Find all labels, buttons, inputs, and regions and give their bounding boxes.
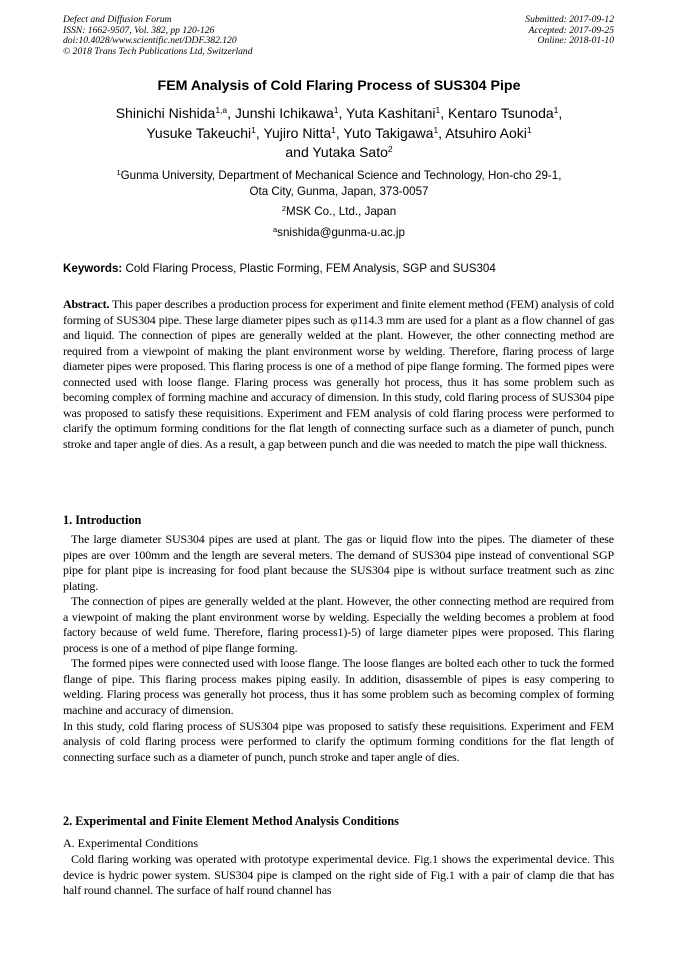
keywords-text: Cold Flaring Process, Plastic Forming, FEM Analysis, SGP and SUS304 xyxy=(125,262,496,275)
journal-name: Defect and Diffusion Forum xyxy=(63,14,172,25)
paragraph: In this study, cold flaring process of SUS304 pipe was proposed to satisfy these requisitions. Experiment and FEM analysis of cold flaring process were performed to clarify the optimum forming conditions for the flat length of connecting surface such as a diameter of punch, punch stroke and taper angle of dies. xyxy=(63,718,614,764)
corresponding-email xyxy=(40,225,638,241)
author-list xyxy=(50,104,628,163)
author-affiliation-mark: 1 xyxy=(251,124,256,135)
author-separator: , xyxy=(338,105,347,121)
author-name: Yusuke Takeuchi xyxy=(146,124,252,141)
issn-volume-pages: ISSN: 1662-9507, Vol. 382, pp 120-126 xyxy=(63,24,215,36)
author-separator: , xyxy=(335,124,344,141)
email-mark: a xyxy=(273,225,278,234)
journal-info xyxy=(63,15,253,57)
author-name: Atsuhiro Aoki xyxy=(445,124,527,141)
submission-dates xyxy=(525,15,614,47)
section-2-body xyxy=(63,852,614,899)
author-name: Yuto Takigawa xyxy=(343,124,434,141)
copyright: © 2018 Trans Tech Publications Ltd, Switzerland xyxy=(63,45,253,57)
author-separator: , xyxy=(440,105,449,121)
abstract-label: Abstract. xyxy=(63,297,110,311)
author-affiliation-mark: 2 xyxy=(387,144,393,154)
subsection-heading: A. Experimental Conditions xyxy=(63,836,198,850)
submitted-date: Submitted: 2017-09-12 xyxy=(525,14,614,25)
author-name: Junshi Ichikawa xyxy=(234,105,334,121)
paper-title: FEM Analysis of Cold Flaring Process of SUS304 Pipe xyxy=(157,78,521,94)
paragraph: The formed pipes were connected used with loose flange. The loose flanges are bolted each other to tuck the formed flange of pipe. This flaring process makes piping easily. In addition, disassemble of pipes is easy compering to welding. Flaring process was generally hot process, thus it has some problem such as becoming complex of forming machine and accuracy of dimension. xyxy=(63,656,614,718)
affiliation-1-line-2: Ota City, Gunma, Japan, 373-0057 xyxy=(249,184,429,198)
keywords-label: Keywords: xyxy=(63,262,123,275)
author-separator: , xyxy=(438,124,446,141)
author-name: Shinichi Nishida xyxy=(115,105,216,121)
author-affiliation-mark: 1 xyxy=(333,105,339,115)
abstract xyxy=(63,297,614,452)
paragraph: Cold flaring working was operated with prototype experimental device. Fig.1 shows the experimental device. This device is hydric power system. SUS304 pipe is clamped on the right side of Fig.1 with a pair of clamp die that has half round channel. The surface of half round channel has xyxy=(63,852,614,898)
author-affiliation-mark: 1 xyxy=(435,105,441,115)
author-separator: , xyxy=(558,105,563,121)
affiliation-1-line-1 xyxy=(40,168,638,184)
author-name: Kentaro Tsunoda xyxy=(448,105,554,121)
affiliation-text: MSK Co., Ltd., Japan xyxy=(285,205,397,218)
author-affiliation-mark: 1 xyxy=(553,105,559,115)
affiliation-mark: 1 xyxy=(116,168,121,177)
author-line xyxy=(50,143,628,163)
introduction-body xyxy=(63,532,614,765)
abstract-text: This paper describes a production process for experiment and finite element method (FEM) analysis of cold forming of SUS304 pipe. These large diameter pipes such as φ114.3 mm are used for a plant as a flow channel of gas and liquid. The connection of pipes are generally welded at the plant. However, the other connecting method are required from a viewpoint of making the plant environment worse by welding. Therefore, flaring process of large diameter pipes were proposed. This flaring process is one of a method of pipe flange forming. The formed pipes were connected used with loose flange. Flaring process was generally hot process, thus it has some problem such as becoming complex of forming machine and accuracy of dimension. In this study, cold flaring process of SUS304 pipe was proposed to satisfy these requisitions. Experiment and FEM analysis of cold flaring process were performed to clarify the optimum forming conditions for the flat length of connecting surface such as a diameter of punch, punch stroke and taper angle of dies. As a result, a gap between punch and die was needed to match the pipe wall thickness. xyxy=(63,297,614,451)
author-separator: , xyxy=(227,105,235,121)
affiliation-2 xyxy=(40,204,638,220)
author-affiliation-mark: 1 xyxy=(331,124,336,135)
accepted-date: Accepted: 2017-09-25 xyxy=(528,24,614,36)
author-name: Yuta Kashitani xyxy=(346,105,436,121)
paragraph: The connection of pipes are generally welded at the plant. However, the other connecting method are required from a viewpoint of making the plant environment worse by welding. Especially the welding becomes a problem at food factory because of weld fume. Therefore, flaring process1)-5) of large diameter pipes were proposed. This flaring process is one of a method of pipe flange forming. xyxy=(63,594,614,655)
online-date: Online: 2018-01-10 xyxy=(537,35,614,47)
author-affiliation-mark: 1,a xyxy=(215,105,228,115)
author-line xyxy=(50,124,628,144)
affiliation-text: Gunma University, Department of Mechanical Science and Technology, Hon-cho 29-1, xyxy=(120,169,562,182)
email-address: snishida@gunma-u.ac.jp xyxy=(277,226,405,239)
doi: doi:10.4028/www.scientific.net/DDF.382.120 xyxy=(63,35,237,47)
author-name: Yujiro Nitta xyxy=(263,124,332,141)
affiliation-mark: 2 xyxy=(281,204,286,213)
section-2-heading: 2. Experimental and Finite Element Method Analysis Conditions xyxy=(63,814,399,828)
section-1-heading: 1. Introduction xyxy=(63,513,142,527)
paragraph: The large diameter SUS304 pipes are used at plant. The gas or liquid flow into the pipes. The diameter of these pipes are over 100mm and the length are several meters. The demand of SUS304 pipe instead of conventional SGP pipe for plant pipe is increasing for food plant because the SUS304 pipe is without surface treatment such as zinc plating. xyxy=(63,532,614,593)
author-separator: , xyxy=(255,124,264,141)
author-line xyxy=(50,104,628,124)
author-name: and Yutaka Sato xyxy=(285,144,388,160)
author-affiliation-mark: 1 xyxy=(433,124,439,135)
author-affiliation-mark: 1 xyxy=(526,124,532,135)
affiliation-1 xyxy=(40,168,638,199)
keywords xyxy=(63,262,623,275)
